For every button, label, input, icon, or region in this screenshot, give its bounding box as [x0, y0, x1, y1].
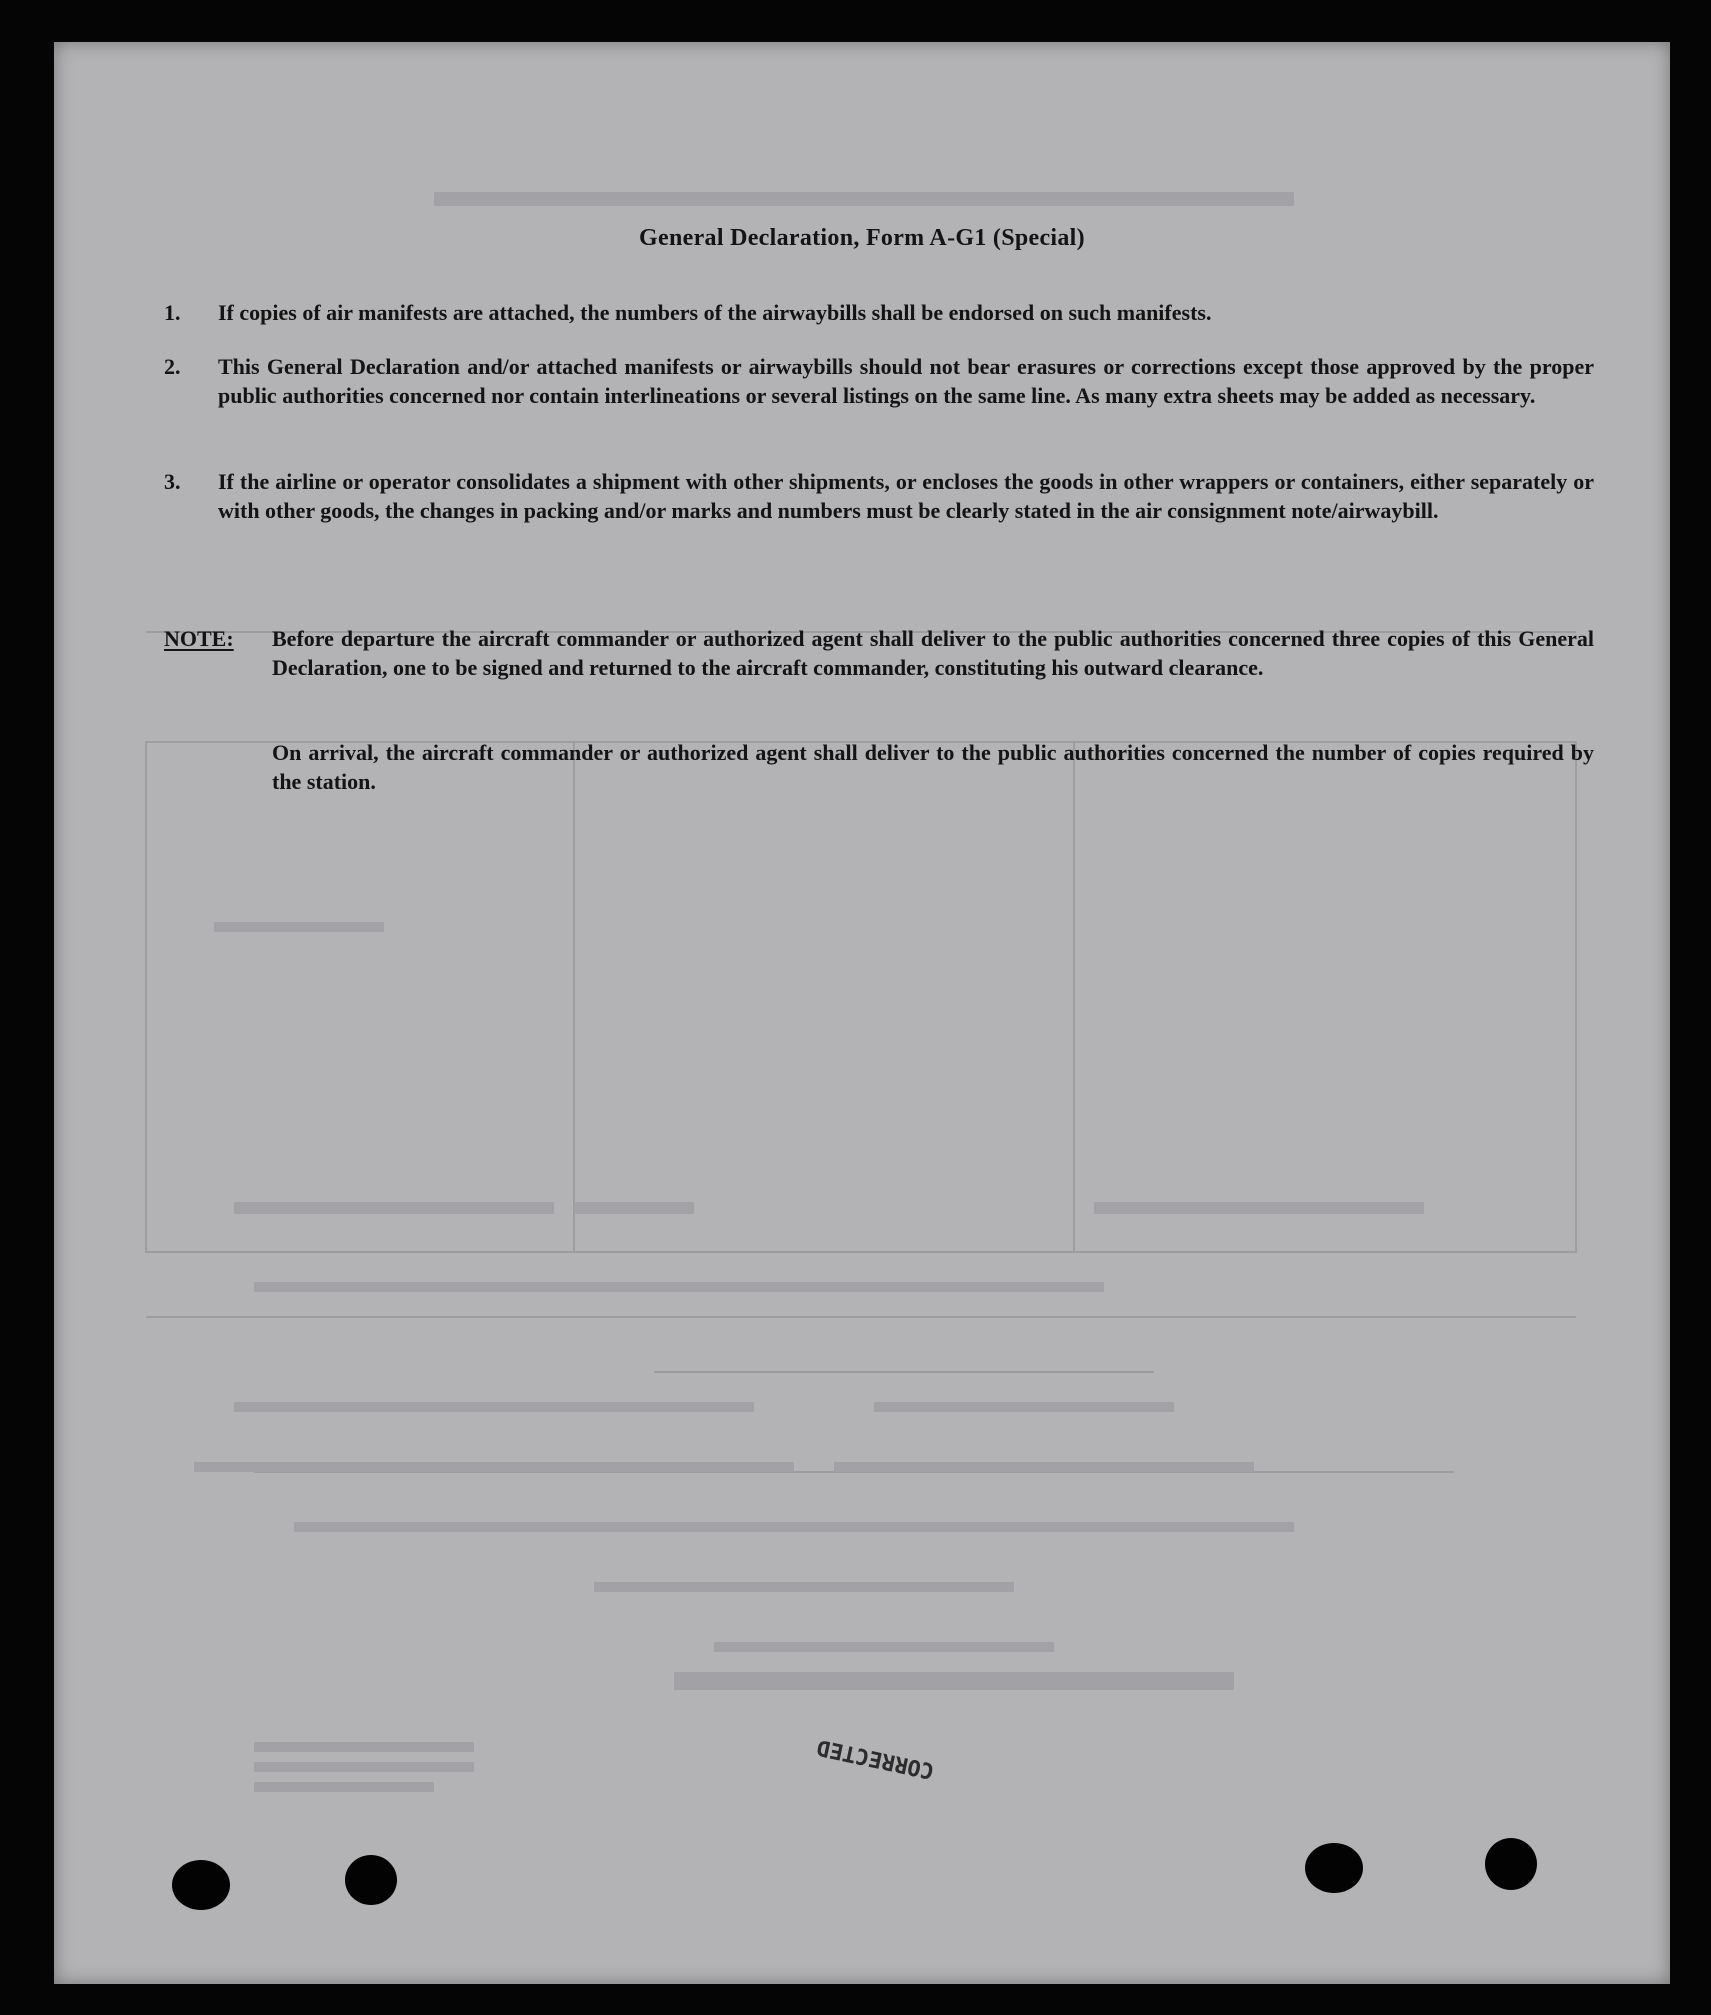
- document-page: [54, 42, 1670, 1984]
- list-item-text: This General Declaration and/or attached manifests or airwaybills should not bear erasures or corrections except those approved by the proper public authorities concerned nor contain interlineations or several listings on the same line. As many extra sheets may be added as necessary.: [218, 354, 1594, 408]
- list-item-text: If copies of air manifests are attached, the numbers of the airwaybills shall be endorsed on such manifests.: [218, 300, 1212, 325]
- note-paragraph: On arrival, the aircraft commander or authorized agent shall deliver to the public authorities concerned the number of copies required by the station.: [272, 740, 1594, 794]
- list-item-text: If the airline or operator consolidates a shipment with other shipments, or encloses the goods in other wrappers or containers, either separately or with other goods, the changes in packing and/or marks and numbers must be clearly stated in the air consignment note/airwaybill.: [218, 469, 1594, 523]
- note-label: NOTE:: [164, 626, 234, 651]
- punch-hole-icon: [1485, 1838, 1537, 1890]
- punch-hole-icon: [172, 1860, 230, 1910]
- list-item-number: 2.: [164, 354, 181, 379]
- page-title: General Declaration, Form A-G1 (Special): [639, 225, 1085, 251]
- bleed-through-background: [54, 42, 1670, 1984]
- list-item-number: 3.: [164, 469, 181, 494]
- punch-hole-icon: [1305, 1843, 1363, 1893]
- note-paragraph: Before departure the aircraft commander or authorized agent shall deliver to the public authorities concerned three copies of this General Declaration, one to be signed and returned to the aircraft commander, constituting his outward clearance.: [272, 626, 1594, 680]
- corrected-stamp: CORRECTED: [814, 1733, 937, 1784]
- punch-hole-icon: [345, 1855, 397, 1905]
- list-item-number: 1.: [164, 300, 181, 325]
